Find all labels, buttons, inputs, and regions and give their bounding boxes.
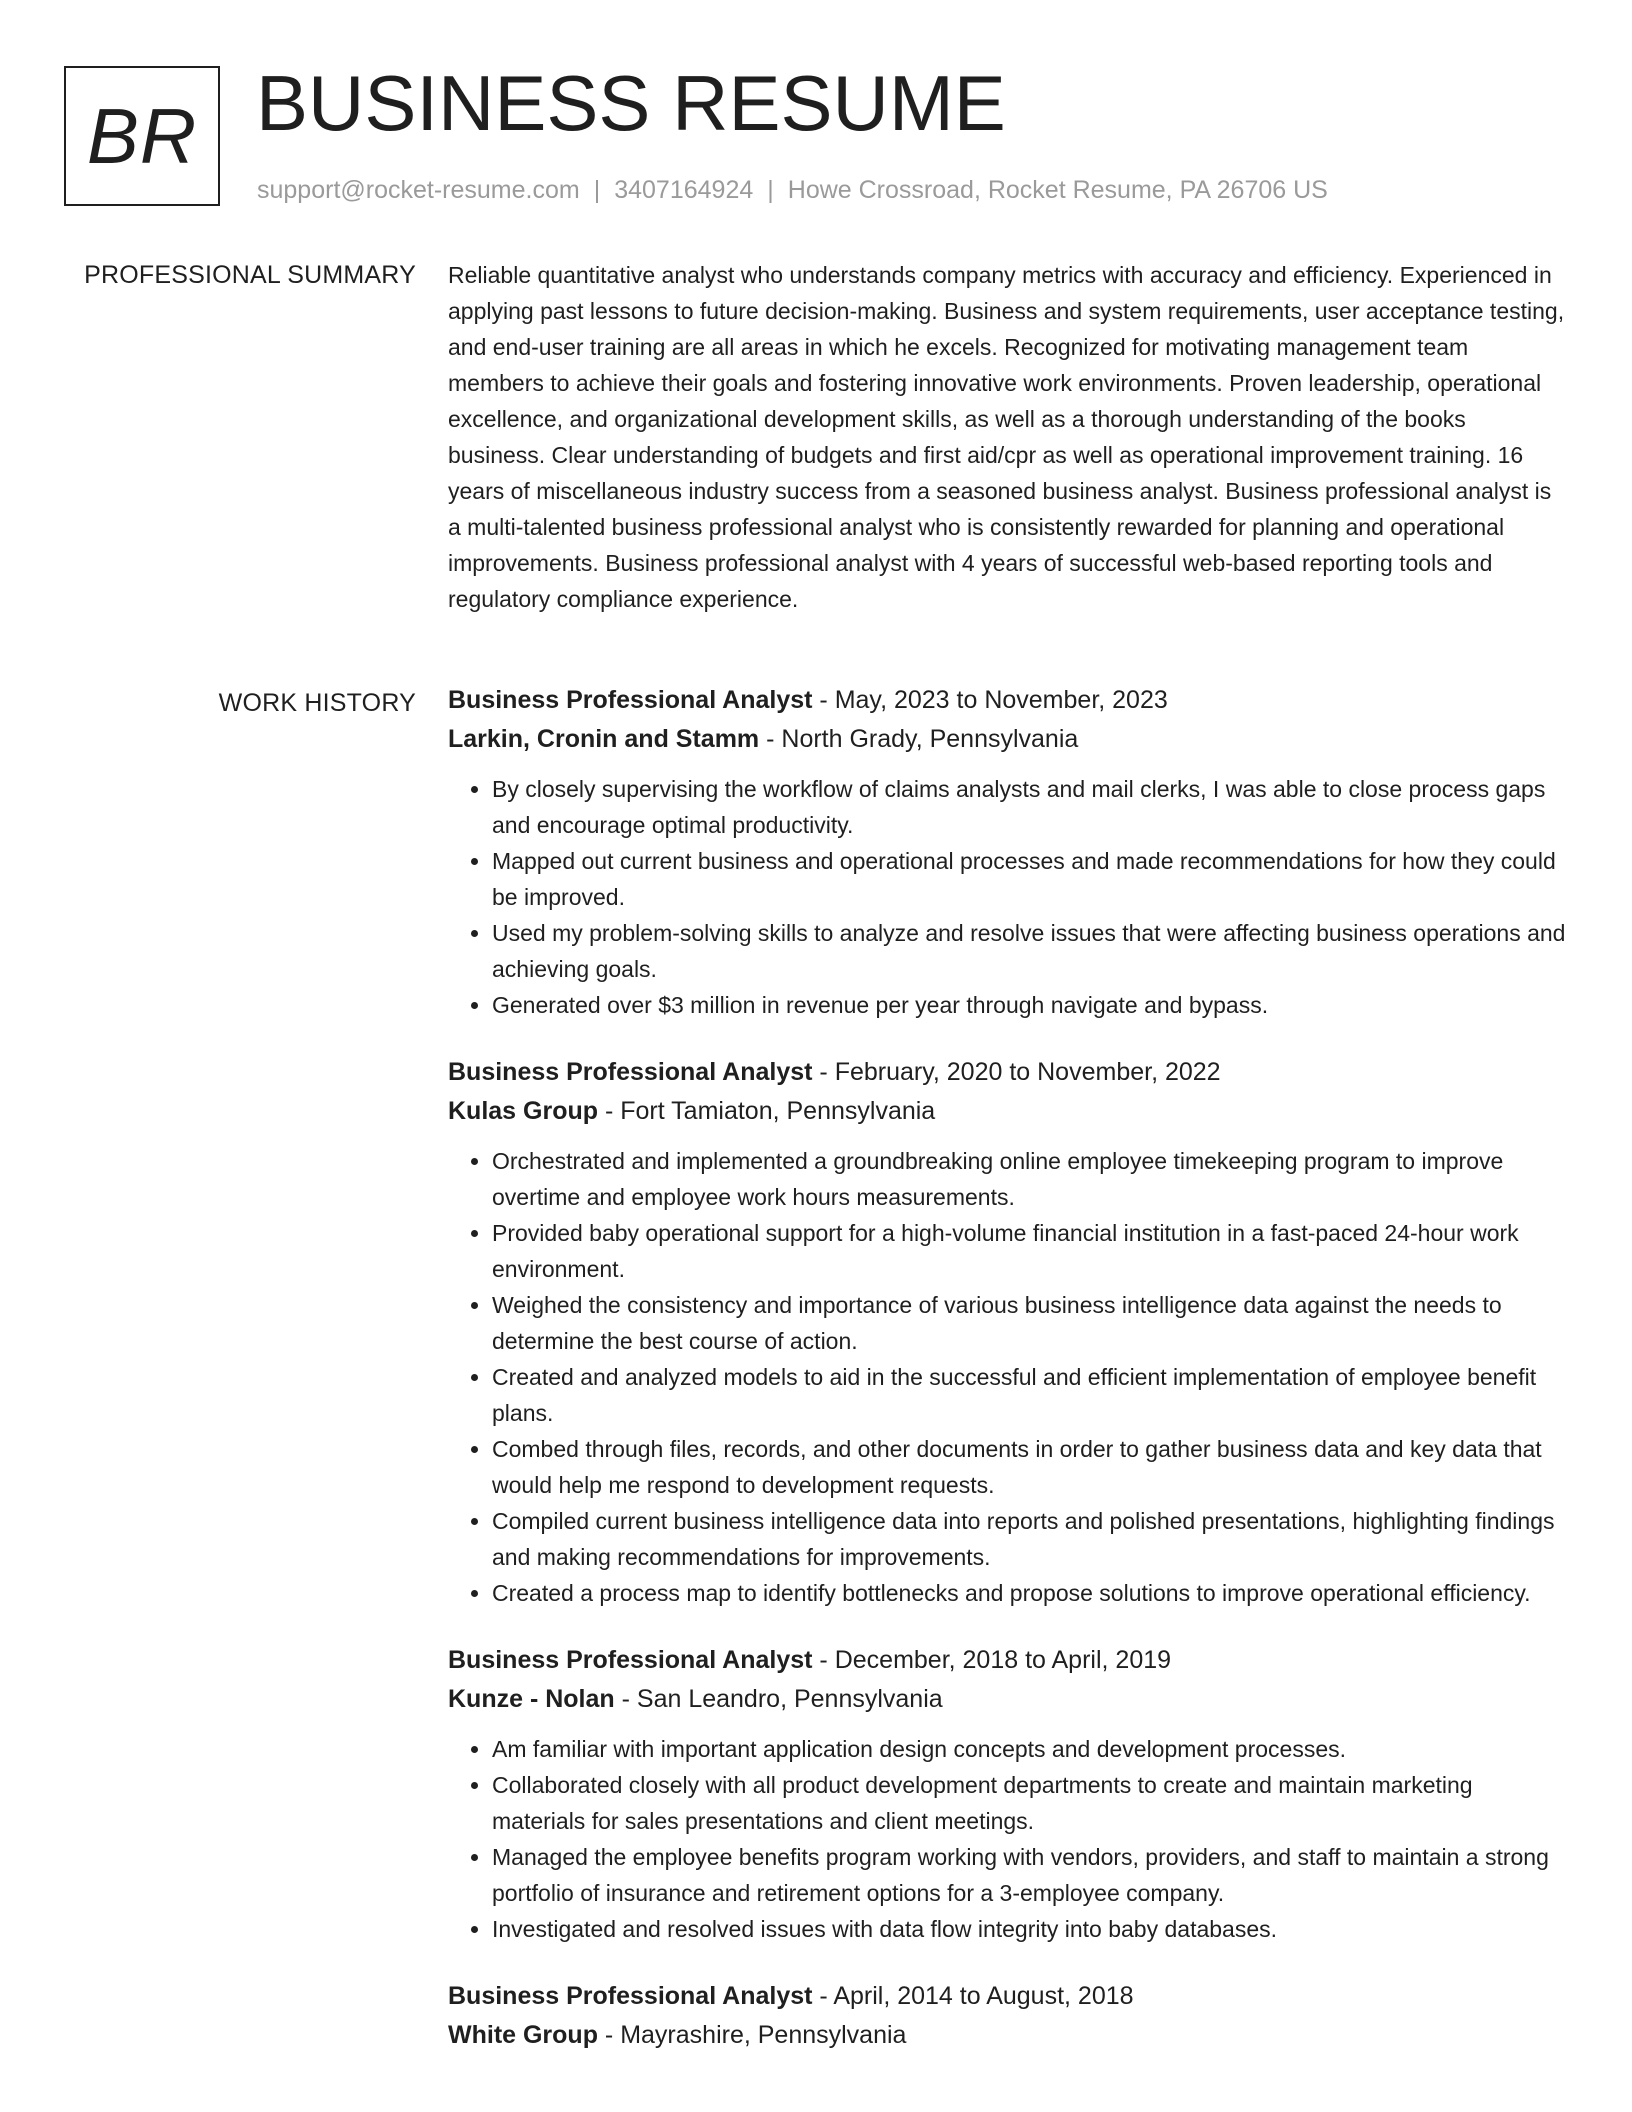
job-entry xyxy=(448,1977,1568,2055)
job-company-line xyxy=(448,720,1568,759)
bullet-item: • Created and analyzed models to aid in the successful and efficient implementation of employee benefit plans. xyxy=(492,1359,1568,1431)
job-bullets xyxy=(448,1731,1568,1947)
phone: 3407164924 xyxy=(614,176,754,204)
bullet-item: • Collaborated closely with all product development departments to create and maintain marketing materials for sales presentations and client meetings. xyxy=(492,1767,1568,1839)
bullet-item: • Combed through files, records, and other documents in order to gather business data and key data that would help me respond to development requests. xyxy=(492,1431,1568,1503)
work-history-section xyxy=(448,681,1568,2085)
job-company-line xyxy=(448,2016,1568,2055)
bullet-item: • Weighed the consistency and importance of various business intelligence data against the needs to determine the best course of action. xyxy=(492,1287,1568,1359)
job-title-line xyxy=(448,1053,1568,1092)
job-location: - Mayrashire, Pennsylvania xyxy=(597,2021,907,2049)
separator: | xyxy=(767,176,774,204)
summary-section xyxy=(448,257,1568,617)
bullet-item: • Am familiar with important application design concepts and development processes. xyxy=(492,1731,1568,1767)
job-title: Business Professional Analyst xyxy=(448,1646,813,1674)
job-entry xyxy=(448,1641,1568,1947)
separator: | xyxy=(593,176,601,204)
monogram-logo: BR xyxy=(64,66,220,206)
bullet-item: • Managed the employee benefits program working with vendors, providers, and staff to maintain a strong portfolio of insurance and retirement options for a 3-employee company. xyxy=(492,1839,1568,1911)
job-company: Kulas Group xyxy=(448,1097,599,1125)
bullet-item: • Orchestrated and implemented a groundbreaking online employee timekeeping program to improve overtime and employee work hours measurements. xyxy=(492,1143,1568,1215)
job-location: - San Leandro, Pennsylvania xyxy=(614,1685,943,1713)
job-title: Business Professional Analyst xyxy=(448,686,813,714)
job-location: - Fort Tamiaton, Pennsylvania xyxy=(598,1097,936,1125)
job-title: Business Professional Analyst xyxy=(448,1982,813,2010)
job-title-line xyxy=(448,681,1568,720)
job-bullets xyxy=(448,771,1568,1023)
job-dates: - April, 2014 to August, 2018 xyxy=(812,1982,1134,2010)
job-title-line xyxy=(448,1641,1568,1680)
job-location: - North Grady, Pennsylvania xyxy=(759,725,1079,753)
bullet-item: • Generated over $3 million in revenue per year through navigate and bypass. xyxy=(492,987,1568,1023)
job-company: Larkin, Cronin and Stamm xyxy=(448,725,760,753)
bullet-item: • Used my problem-solving skills to analyze and resolve issues that were affecting business operations and achieving goals. xyxy=(492,915,1568,987)
job-company-line xyxy=(448,1680,1568,1719)
address: Howe Crossroad, Rocket Resume, PA 26706 US xyxy=(787,176,1328,204)
job-entry xyxy=(448,1053,1568,1611)
resume-name: BUSINESS RESUME xyxy=(256,59,1006,147)
bullet-item: • Investigated and resolved issues with data flow integrity into baby databases. xyxy=(492,1911,1568,1947)
summary-text: Reliable quantitative analyst who understands company metrics with accuracy and efficiency. Experienced in applying past lessons to future decision-making. Business and system requirements, user acceptance testing, and end-user training are all areas in which he excels. Recognized for motivating management team members to achieve their goals and fostering innovative work environments. Proven leadership, operational excellence, and organizational development skills, as well as a thorough understanding of the books business. Clear understanding of budgets and first aid/cpr as well as operational improvement training. 16 years of miscellaneous industry success from a seasoned business analyst. Business professional analyst is a multi-talented business professional analyst who is consistently rewarded for planning and operational improvements. Business professional analyst with 4 years of successful web-based reporting tools and regulatory compliance experience. xyxy=(448,262,1565,612)
bullet-item: • Compiled current business intelligence data into reports and polished presentations, highlighting findings and making recommendations for improvements. xyxy=(492,1503,1568,1575)
job-company-line xyxy=(448,1092,1568,1131)
bullet-item: • Created a process map to identify bottlenecks and propose solutions to improve operational efficiency. xyxy=(492,1575,1568,1611)
job-bullets xyxy=(448,1143,1568,1611)
job-entry xyxy=(448,681,1568,1023)
job-title-line xyxy=(448,1977,1568,2016)
section-label-work-history: WORK HISTORY xyxy=(218,689,416,717)
bullet-item: • By closely supervising the workflow of claims analysts and mail clerks, I was able to close process gaps and encourage optimal productivity. xyxy=(492,771,1568,843)
job-dates: - May, 2023 to November, 2023 xyxy=(812,686,1168,714)
section-label-summary: PROFESSIONAL SUMMARY xyxy=(84,261,416,289)
bullet-item: • Provided baby operational support for a high-volume financial institution in a fast-paced 24-hour work environment. xyxy=(492,1215,1568,1287)
job-company: White Group xyxy=(448,2021,598,2049)
email: support@rocket-resume.com xyxy=(257,176,580,204)
contact-line xyxy=(257,174,1328,206)
job-dates: - February, 2020 to November, 2022 xyxy=(812,1058,1221,1086)
job-dates: - December, 2018 to April, 2019 xyxy=(812,1646,1172,1674)
job-company: Kunze - Nolan xyxy=(448,1685,615,1713)
bullet-item: • Mapped out current business and operational processes and made recommendations for how they could be improved. xyxy=(492,843,1568,915)
job-title: Business Professional Analyst xyxy=(448,1058,813,1086)
